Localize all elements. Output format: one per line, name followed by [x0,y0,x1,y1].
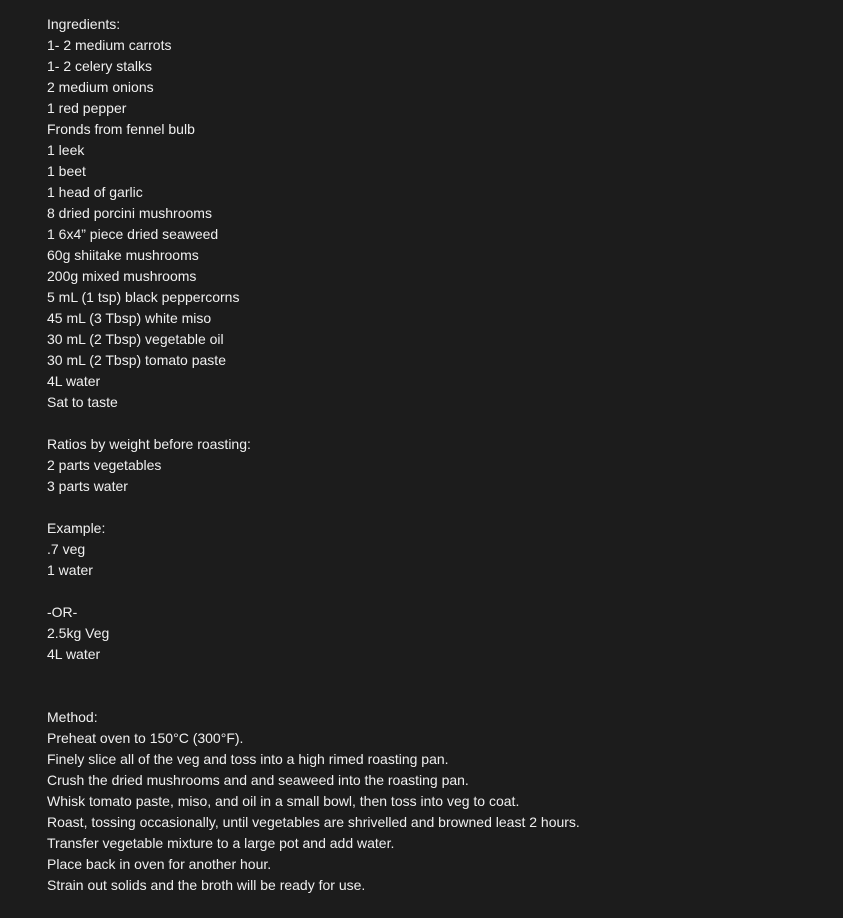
ingredient-item: 1- 2 celery stalks [47,58,153,74]
ingredient-item: 30 mL (2 Tbsp) vegetable oil [47,331,224,347]
ingredient-item: 200g mixed mushrooms [47,268,197,284]
method-step: Crush the dried mushrooms and and seaweed into the roasting pan. [47,772,469,788]
example-item: 1 water [47,562,93,578]
ingredient-item: 45 mL (3 Tbsp) white miso [47,310,212,326]
method-heading: Method: [47,709,98,725]
blank-line [47,581,827,602]
blank-line [47,413,827,434]
method-step: Strain out solids and the broth will be ready for use. [47,877,366,893]
ratio-item: 3 parts water [47,478,128,494]
example-item: .7 veg [47,541,86,557]
ratio-item: 2 parts vegetables [47,457,162,473]
ingredient-item: 2 medium onions [47,79,154,95]
ratios-heading: Ratios by weight before roasting: [47,436,251,452]
ingredient-item: 8 dried porcini mushrooms [47,205,212,221]
ingredients-heading: Ingredients: [47,16,121,32]
ingredient-item: 1 6x4” piece dried seaweed [47,226,219,242]
example-alt-item: 2.5kg Veg [47,625,110,641]
method-step: Finely slice all of the veg and toss into a high rimed roasting pan. [47,751,449,767]
method-step: Transfer vegetable mixture to a large pot and add water. [47,835,395,851]
ingredient-item: 4L water [47,373,101,389]
ingredient-item: 1 head of garlic [47,184,143,200]
method-step: Preheat oven to 150°C (300°F). [47,730,244,746]
ingredient-item: 30 mL (2 Tbsp) tomato paste [47,352,226,368]
ingredient-item: 1 red pepper [47,100,127,116]
or-label: -OR- [47,604,78,620]
ingredient-item: 1 beet [47,163,86,179]
method-step: Whisk tomato paste, miso, and oil in a small bowl, then toss into veg to coat. [47,793,520,809]
blank-line [47,665,827,707]
ingredient-item: 5 mL (1 tsp) black peppercorns [47,289,240,305]
ingredient-item: 1- 2 medium carrots [47,37,172,53]
method-step: Place back in oven for another hour. [47,856,272,872]
ingredient-item: 1 leek [47,142,85,158]
ingredient-item: Fronds from fennel bulb [47,121,195,137]
example-alt-item: 4L water [47,646,101,662]
method-step: Roast, tossing occasionally, until vegetables are shrivelled and browned least 2 hours. [47,814,580,830]
ingredient-item: Sat to taste [47,394,118,410]
recipe-text [47,14,827,896]
blank-line [47,497,827,518]
example-heading: Example: [47,520,106,536]
ingredient-item: 60g shiitake mushrooms [47,247,199,263]
